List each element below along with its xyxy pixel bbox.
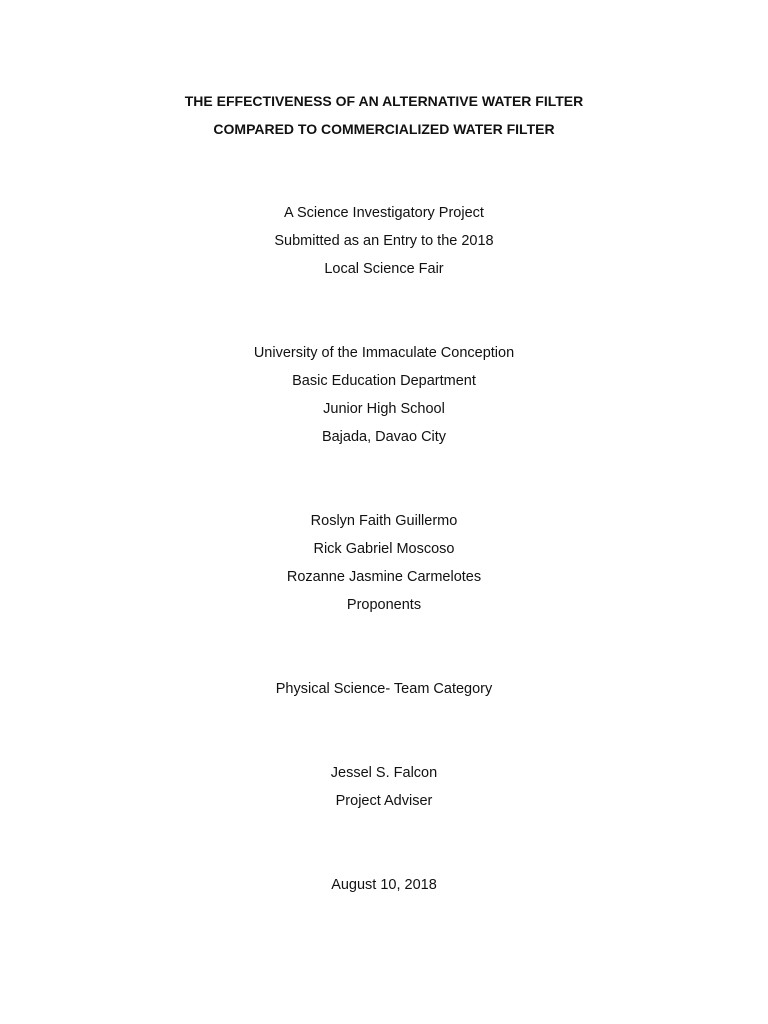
adviser-role: Project Adviser bbox=[335, 793, 433, 809]
title-line-2: COMPARED TO COMMERCIALIZED WATER FILTER bbox=[213, 121, 555, 137]
school-name: Junior High School bbox=[323, 401, 445, 417]
category: Physical Science- Team Category bbox=[275, 681, 493, 697]
proponent-name: Rozanne Jasmine Carmelotes bbox=[286, 569, 482, 585]
school-location: Bajada, Davao City bbox=[321, 429, 447, 445]
university-name: University of the Immaculate Conception bbox=[253, 345, 515, 361]
submission-line-3: Local Science Fair bbox=[324, 261, 444, 277]
adviser-name: Jessel S. Falcon bbox=[330, 765, 438, 781]
submission-line-1: A Science Investigatory Project bbox=[284, 205, 484, 221]
proponent-name: Roslyn Faith Guillermo bbox=[310, 513, 458, 529]
title-line-1: THE EFFECTIVENESS OF AN ALTERNATIVE WATER FILTER bbox=[184, 93, 584, 109]
department-name: Basic Education Department bbox=[292, 373, 476, 389]
proponent-name: Rick Gabriel Moscoso bbox=[313, 541, 455, 557]
proponents-role: Proponents bbox=[346, 597, 422, 613]
submission-line-2: Submitted as an Entry to the 2018 bbox=[274, 233, 494, 249]
submission-date: August 10, 2018 bbox=[331, 877, 437, 893]
